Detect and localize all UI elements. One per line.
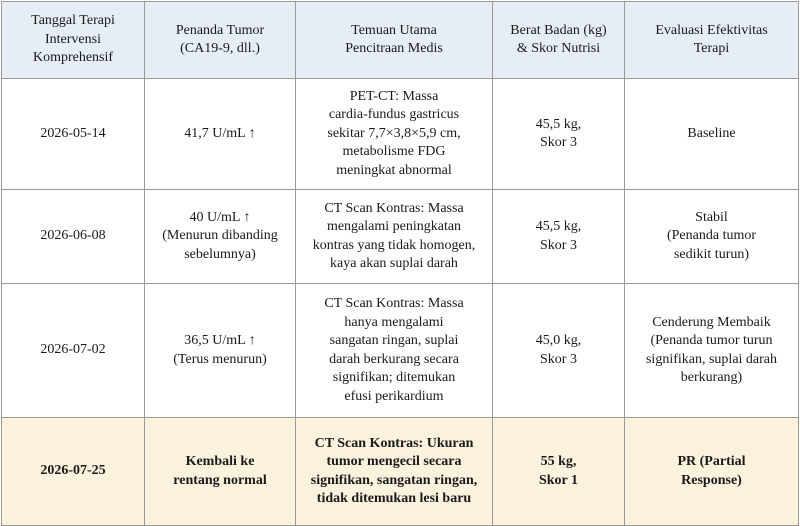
cell-imaging: CT Scan Kontras: Massa mengalami peningkatan kontras yang tidak homogen, kaya akan suplai darah xyxy=(296,190,493,284)
cell-weight-nutrition: 55 kg, Skor 1 xyxy=(493,418,625,526)
cell-date: 2026-06-08 xyxy=(2,190,145,284)
cell-weight-nutrition: 45,5 kg, Skor 3 xyxy=(493,190,625,284)
header-weight-nutrition: Berat Badan (kg) & Skor Nutrisi xyxy=(493,2,625,79)
header-imaging: Temuan Utama Pencitraan Medis xyxy=(296,2,493,79)
cell-date: 2026-07-02 xyxy=(2,284,145,418)
table-header-row xyxy=(2,2,799,79)
table-row xyxy=(2,284,799,418)
cell-tumor-marker: Kembali ke rentang normal xyxy=(145,418,296,526)
cell-imaging: CT Scan Kontras: Ukuran tumor mengecil secara signifikan, sangatan ringan, tidak ditemukan lesi baru xyxy=(296,418,493,526)
header-evaluation: Evaluasi Efektivitas Terapi xyxy=(625,2,799,79)
header-date: Tanggal Terapi Intervensi Komprehensif xyxy=(2,2,145,79)
table-row xyxy=(2,190,799,284)
cell-weight-nutrition: 45,0 kg, Skor 3 xyxy=(493,284,625,418)
cell-tumor-marker: 36,5 U/mL ↑ (Terus menurun) xyxy=(145,284,296,418)
cell-imaging: CT Scan Kontras: Massa hanya mengalami sangatan ringan, suplai darah berkurang secara signifikan; ditemukan efusi perikardium xyxy=(296,284,493,418)
cell-evaluation: Baseline xyxy=(625,79,799,190)
therapy-evaluation-table xyxy=(1,1,799,526)
cell-date: 2026-07-25 xyxy=(2,418,145,526)
cell-tumor-marker: 40 U/mL ↑ (Menurun dibanding sebelumnya) xyxy=(145,190,296,284)
header-tumor-marker: Penanda Tumor (CA19-9, dll.) xyxy=(145,2,296,79)
cell-evaluation: Stabil (Penanda tumor sedikit turun) xyxy=(625,190,799,284)
cell-weight-nutrition: 45,5 kg, Skor 3 xyxy=(493,79,625,190)
table-row xyxy=(2,79,799,190)
cell-evaluation: PR (Partial Response) xyxy=(625,418,799,526)
cell-imaging: PET-CT: Massa cardia-fundus gastricus sekitar 7,7×3,8×5,9 cm, metabolisme FDG meningkat abnormal xyxy=(296,79,493,190)
cell-tumor-marker: 41,7 U/mL ↑ xyxy=(145,79,296,190)
cell-evaluation: Cenderung Membaik (Penanda tumor turun signifikan, suplai darah berkurang) xyxy=(625,284,799,418)
table-row-highlighted xyxy=(2,418,799,526)
cell-date: 2026-05-14 xyxy=(2,79,145,190)
